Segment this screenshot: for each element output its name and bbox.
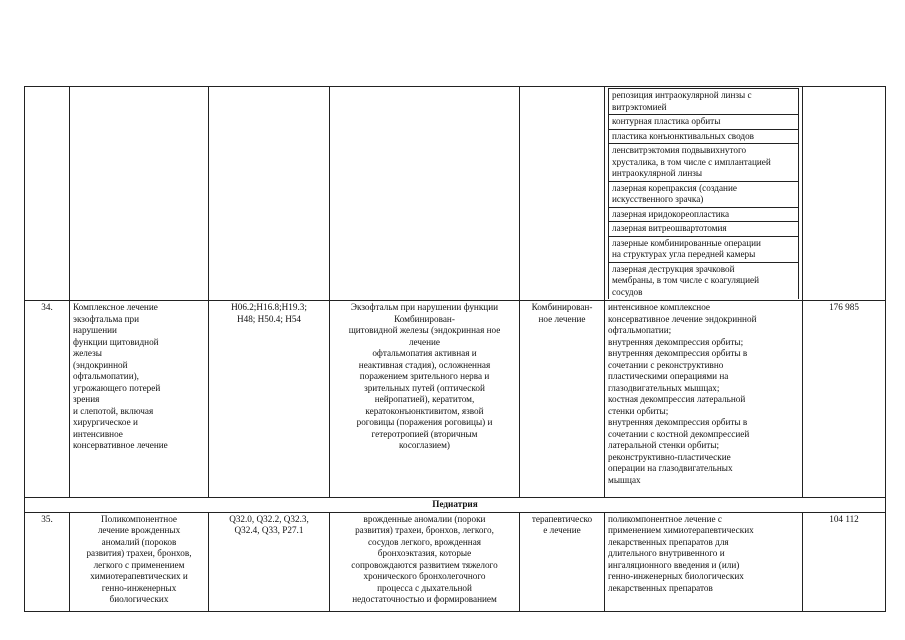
list-item — [609, 222, 799, 237]
section-row — [25, 498, 886, 513]
text-line: лечение — [408, 336, 441, 347]
text-line: лекарственных препаратов для — [608, 536, 729, 547]
method-item — [609, 207, 799, 222]
treatment-type — [520, 512, 605, 611]
text-line: пластика конъюнктивальных сводов — [612, 130, 755, 141]
cell-treatment — [520, 87, 605, 301]
text-line: на структурах угла передней камеры — [612, 249, 756, 259]
text-line: лечение врожденных — [97, 525, 181, 535]
list-item — [609, 262, 799, 299]
method-item — [609, 89, 799, 115]
text-line: мембраны, в том числе с коагуляцией — [612, 275, 760, 285]
patient-model — [330, 512, 520, 611]
text-line: офтальмопатии; — [608, 325, 672, 335]
list-item — [609, 115, 799, 130]
text-line: ленсвитрэктомия подвывихнутого — [612, 145, 747, 155]
text-line: H06.2;H16.8;H19.3; — [231, 302, 307, 312]
text-line: пластическими операциями на — [608, 371, 729, 381]
text-line: консервативное лечение эндокринной — [608, 313, 757, 324]
text-line: сосудов легкого, врожденная — [367, 536, 482, 547]
text-line: репозиция интраокулярной линзы с — [612, 90, 752, 100]
text-line: офтальмопатии), — [73, 371, 139, 381]
text-line: поликомпонентное лечение с — [608, 513, 722, 524]
method-item — [609, 222, 799, 237]
method-item — [609, 144, 799, 182]
cell-model — [330, 87, 520, 301]
icd-codes — [209, 512, 330, 611]
table-row-35 — [25, 512, 886, 611]
text-line: недостаточностью и формированием — [352, 594, 497, 604]
text-line: операции на глазодвигательных — [608, 463, 733, 473]
cell-num — [25, 87, 70, 301]
text-line: Комбинирован- — [394, 313, 455, 324]
text-line: консервативное лечение — [73, 440, 168, 450]
cell-name — [70, 87, 209, 301]
text-line: искусственного зрачка) — [612, 194, 704, 204]
text-line: угрожающего потерей — [73, 382, 161, 393]
text-line: экзофтальма при — [73, 313, 140, 324]
text-line: неактивная стадия), осложненная — [358, 359, 491, 370]
text-line: латеральной стенки орбиты; — [608, 440, 720, 450]
vmp-table — [24, 86, 886, 612]
table-row-34 — [25, 301, 886, 498]
text-line: H48; H50.4; H54 — [236, 313, 302, 324]
text-line: лазерная витреошвартотомия — [612, 223, 727, 233]
cell-codes — [209, 87, 330, 301]
text-line: контурная пластика орбиты — [612, 116, 721, 126]
method-item — [609, 129, 799, 144]
text-line: лазерная деструкция зрачковой — [612, 263, 735, 274]
method-item — [609, 115, 799, 130]
text-line: интенсивное — [73, 428, 123, 439]
text-line: и слепотой, включая — [73, 405, 154, 416]
text-line: косоглазием) — [399, 440, 450, 450]
text-line: сопровождаются развитием тяжелого — [351, 559, 498, 570]
list-item — [609, 144, 799, 182]
method-item — [609, 236, 799, 262]
list-item — [609, 129, 799, 144]
cost-value: 176 985 — [803, 301, 886, 498]
text-line: сочетании с реконструктивно — [608, 359, 724, 370]
treatment-method — [605, 301, 803, 498]
section-title: Педиатрия — [25, 498, 886, 513]
text-line: аномалий (пороков — [101, 536, 177, 547]
text-line: реконструктивно-пластические — [608, 451, 731, 462]
method-item — [609, 262, 799, 299]
list-item — [609, 236, 799, 262]
methods-sublist — [608, 88, 799, 299]
text-line: роговицы (поражения роговицы) и — [356, 417, 493, 427]
text-line: легкого с применением — [93, 559, 185, 570]
table-row-continuation — [25, 87, 886, 301]
text-line: гетеротропией (вторичным — [371, 428, 478, 439]
cell-cost — [803, 87, 886, 301]
text-line: развития) трахеи, бронхов, легкого, — [355, 525, 494, 535]
text-line: Q32.4, Q33, P27.1 — [234, 525, 304, 535]
text-line: офтальмопатия активная и — [372, 348, 477, 358]
patient-model — [330, 301, 520, 498]
text-line: применением химиотерапевтических — [608, 525, 754, 535]
text-line: лекарственных препаратов — [608, 582, 713, 593]
text-line: нарушении — [73, 325, 117, 335]
text-line: процесса с дыхательной — [377, 582, 472, 593]
text-line: нейропатией), кератитом, — [374, 394, 475, 404]
care-type-name — [70, 512, 209, 611]
text-line: хирургическое и — [73, 417, 138, 427]
text-line: ное лечение — [538, 313, 586, 324]
text-line: глазодвигательных мышцах; — [608, 382, 720, 393]
text-line: лазерная корепраксия (создание — [612, 182, 737, 193]
list-item — [609, 89, 799, 115]
text-line: интенсивное комплексное — [608, 302, 710, 312]
list-item — [609, 207, 799, 222]
text-line: Экзофтальм при нарушении функции — [350, 302, 499, 312]
row-number: 34. — [25, 301, 70, 498]
text-line: лазерная иридокореопластика — [612, 208, 730, 219]
treatment-type — [520, 301, 605, 498]
care-type-name — [70, 301, 209, 498]
text-line: Q32.0, Q32.2, Q32.3, — [229, 513, 309, 524]
text-line: щитовидной железы (эндокринная ное — [348, 325, 501, 335]
text-line: Комбинирован- — [531, 302, 593, 312]
text-line: внутренняя декомпрессия орбиты в — [608, 348, 748, 358]
text-line: костная декомпрессия латеральной — [608, 394, 746, 404]
text-line: зрения — [73, 394, 100, 404]
treatment-method — [605, 512, 803, 611]
text-line: терапевтическо — [531, 513, 593, 524]
text-line: железы — [73, 348, 102, 358]
text-line: биологических — [109, 594, 169, 604]
text-line: мышцах — [608, 474, 641, 485]
text-line: витрэктомией — [612, 101, 667, 112]
text-line: функции щитовидной — [73, 336, 159, 347]
text-line: интраокулярной линзы — [612, 168, 703, 178]
text-line: внутренняя декомпрессия орбиты в — [608, 417, 748, 427]
cell-methods-list — [605, 87, 803, 301]
text-line: Поликомпонентное — [101, 513, 177, 524]
text-line: е лечение — [543, 525, 581, 535]
icd-codes — [209, 301, 330, 498]
text-line: развития) трахеи, бронхов, — [86, 548, 192, 558]
text-line: генно-инженерных биологических — [608, 571, 744, 581]
text-line: (эндокринной — [73, 359, 128, 370]
text-line: длительного внутривенного и — [608, 548, 725, 558]
text-line: лазерные комбинированные операции — [612, 237, 761, 248]
method-item — [609, 181, 799, 207]
text-line: сочетании с костной декомпрессией — [608, 428, 750, 439]
list-item — [609, 181, 799, 207]
text-line: бронхоэктазия, которые — [377, 548, 472, 558]
text-line: внутренняя декомпрессия орбиты; — [608, 336, 744, 347]
text-line: поражением зрительного нерва и — [359, 371, 490, 381]
text-line: врожденные аномалии (пороки — [363, 513, 486, 524]
text-line: сосудов — [612, 286, 643, 297]
text-line: химиотерапевтических и — [90, 571, 188, 581]
cost-value: 104 112 — [803, 512, 886, 611]
text-line: ингаляционного введения и (или) — [608, 559, 740, 570]
text-line: хронического бронхолегочного — [363, 571, 486, 581]
text-line: хрусталика, в том числе с имплантацией — [612, 156, 771, 167]
text-line: кератоконъюнктивитом, язвой — [365, 405, 484, 416]
row-number: 35. — [25, 512, 70, 611]
text-line: стенки орбиты; — [608, 405, 669, 416]
text-line: Комплексное лечение — [73, 302, 158, 312]
text-line: генно-инженерных — [101, 582, 177, 593]
text-line: зрительных путей (оптической — [364, 382, 485, 393]
